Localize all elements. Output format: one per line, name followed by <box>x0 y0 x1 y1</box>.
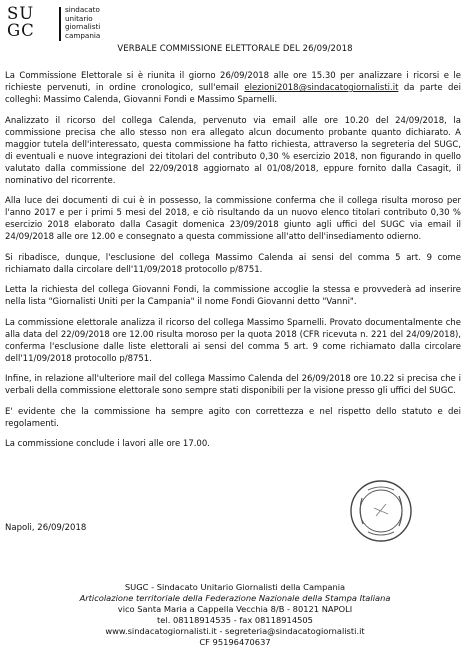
document-body <box>5 70 461 459</box>
document-title: VERBALE COMMISSIONE ELETTORALE DEL 26/09/2018 <box>117 44 353 54</box>
logo-letters-top: SU <box>7 4 35 23</box>
logo-line: campania <box>65 30 101 40</box>
logo-letters-bottom: GC <box>7 21 35 40</box>
place-date: Napoli, 26/09/2018 <box>5 523 87 533</box>
logo-line: giornalisti <box>65 22 101 32</box>
footer-tax-code: CF 95196470637 <box>199 637 271 647</box>
footer-organization: SUGC - Sindacato Unitario Giornalisti della Campania <box>124 582 346 592</box>
footer-affiliation: Articolazione territoriale della Federazione Nazionale della Stampa Italiana <box>79 593 391 603</box>
sugc-logo <box>7 5 137 43</box>
paragraph-intro <box>5 70 461 106</box>
logo-wordmark <box>65 6 100 40</box>
paragraph-calenda-ricorso: Analizzato il ricorso del collega Calenda, pervenuto via email alle ore 10.20 del 24/09/2018, la commissione precisa che allo stesso non era allegato alcun documento probante quanto dichiarato. A maggior tutela dell'interessato, questa commissione ha fatto richiesta, attraverso la segreteria del SUGC, di eventuali e nuove integrazioni dei titolari del contributo 0,30 % esercizio 2018, non figurando in quello valutato dalla commissione del 22/09/2018 aggiornato al 01/08/2018, eppure fornito dalla Casagit, il nominativo del ricorrente. <box>5 115 461 186</box>
logo-letters <box>7 5 61 43</box>
footer-web-email: www.sindacatogiornalisti.it - segreteria@sindacatogiornalisti.it <box>105 626 365 636</box>
logo-line: unitario <box>65 13 93 23</box>
paragraph-text: da parte dei colleghi: Massimo Calenda, Giovanni Fondi e Massimo Sparnelli. <box>5 83 461 105</box>
paragraph-documenti: Alla luce dei documenti di cui è in possesso, la commissione conferma che il collega risulta moroso per l'anno 2017 e per i primi 5 mesi del 2018, e ciò risultando da un nuovo elenco titolari contributo 0,30 % esercizio 2018 elaborato dalla Casagit domenica 23/09/2018 giunto agli uffici del SUGC via email il 24/09/2018 alle ore 12.00 e consegnato a questa commissione all'atto dell'insediamento odierno. <box>5 196 461 242</box>
paragraph-text: La Commissione Elettorale si è riunita il giorno 26/09/2018 alle ore 15.30 per analizzare i ricorsi e le richieste pervenuti, in ordine cronologico, sull'email <box>5 71 461 93</box>
footer-address: vico Santa Maria a Cappella Vecchia 8/B - 80121 NAPOLI <box>117 604 353 614</box>
paragraph-sparnelli: La commissione elettorale analizza il ricorso del collega Massimo Sparnelli. Provato documentalmente che alla data del 22/09/2018 ore 12.00 risulta moroso per la quota 2018 (CFR ricevuta n. 221 del 24/09/2018), conferma l'esclusione dalle liste elettorali ai sensi del comma 5 art. 9 come richiamato dalla circolare dell'11/09/2018 protocollo p/8751. <box>5 317 461 364</box>
stamp-seal-icon <box>348 478 414 544</box>
logo-divider <box>59 7 61 41</box>
document-footer <box>0 582 470 648</box>
paragraph-correttezza: E' evidente che la commissione ha sempre agito con correttezza e nel rispetto dello statuto e dei regolamenti. <box>5 406 461 429</box>
paragraph-conclusione: La commissione conclude i lavori alle ore 17.00. <box>5 439 210 449</box>
paragraph-esclusione-calenda: Si ribadisce, dunque, l'esclusione del collega Massimo Calenda ai sensi del comma 5 art. 9 come richiamato dalla circolare dell'11/09/2018 protocollo p/8751. <box>5 252 461 275</box>
logo-line: sindacato <box>65 5 100 14</box>
email-link[interactable]: elezioni2018@sindacatogiornalisti.it <box>244 83 399 93</box>
paragraph-fondi: Letta la richiesta del collega Giovanni Fondi, la commissione accoglie la stessa e provvederà ad inserire nella lista "Giornalisti Uniti per la Campania" il nome Fondi Giovanni detto "Vanni". <box>5 285 461 307</box>
footer-phone-fax: tel. 08118914535 - fax 08118914505 <box>157 615 313 625</box>
paragraph-verbali: Infine, in relazione all'ulteriore mail del collega Massimo Calenda del 26/09/2018 ore 10.22 si precisa che i verbali della commissione elettorale sono sempre stati disponibili per la visione presso gli uffici del SUGC. <box>5 374 461 396</box>
